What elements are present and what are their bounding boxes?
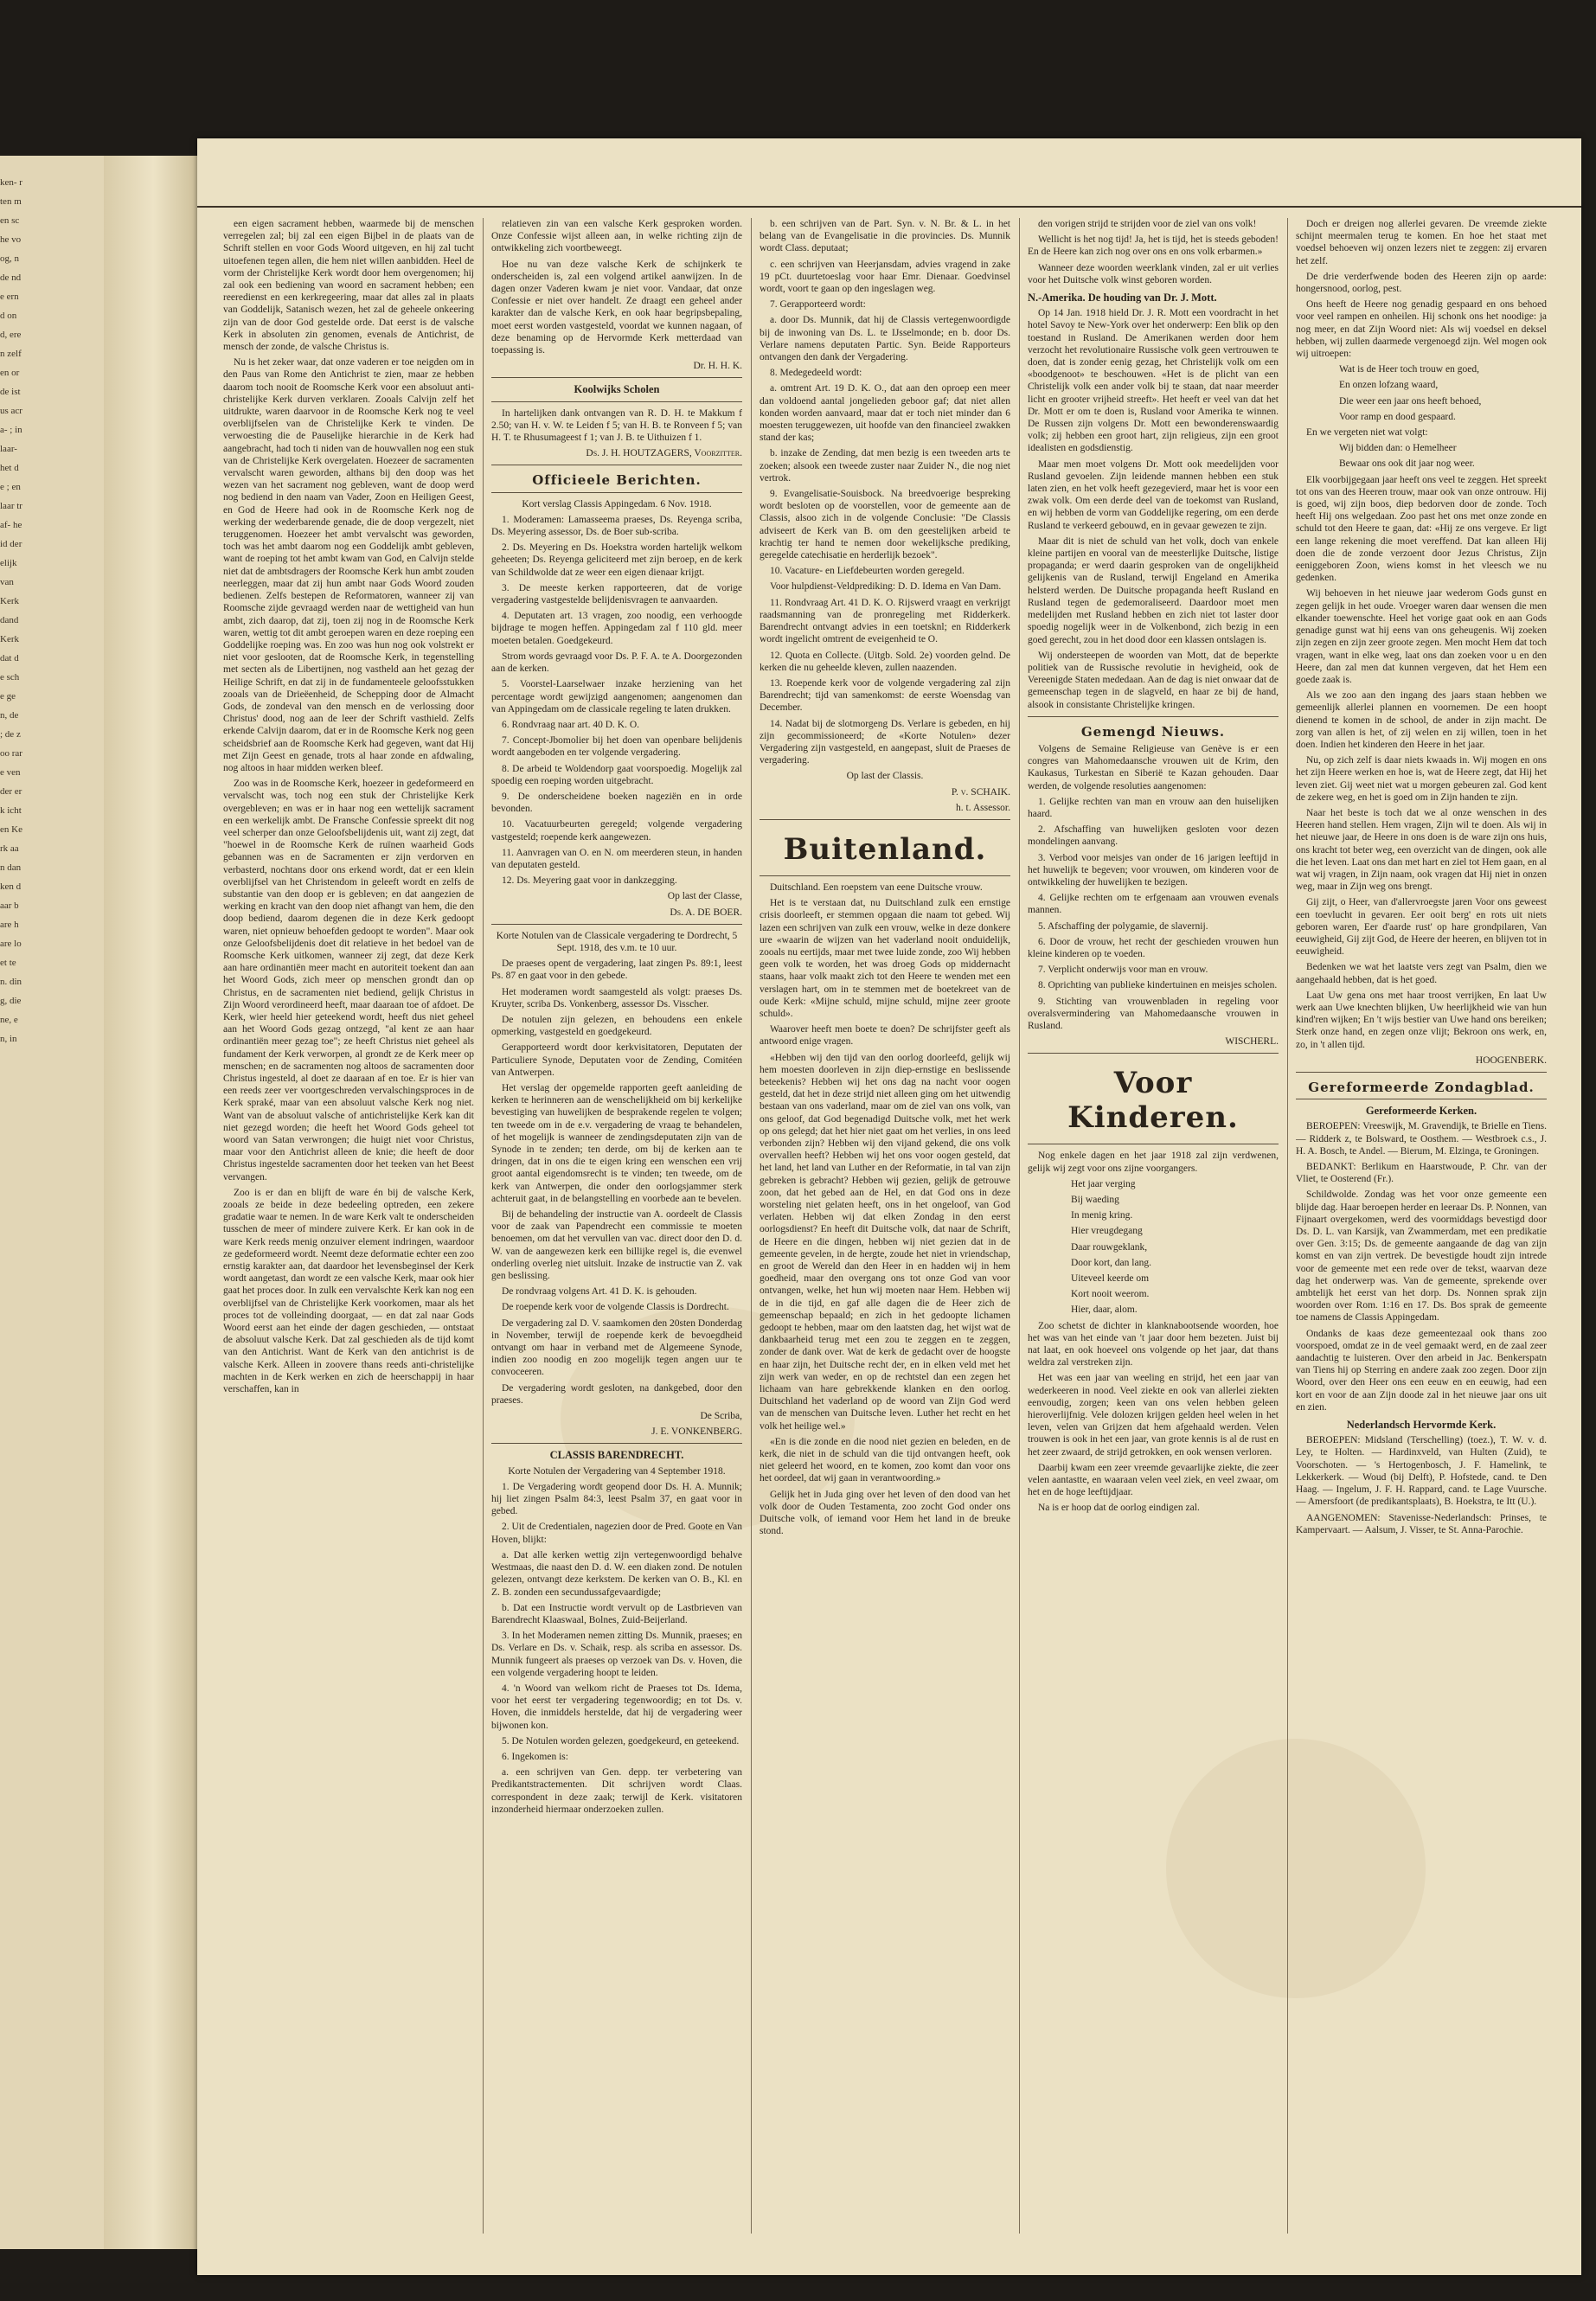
column-5: [1296, 218, 1547, 2234]
signature: Dr. H. H. K.: [693, 361, 742, 372]
list-item: 5. De Notulen worden gelezen, goedgekeurd, en geteekend.: [502, 1735, 740, 1747]
list-item: De roepende kerk voor de volgende Classis is Dordrecht.: [502, 1302, 729, 1313]
paragraph: Het was een jaar van weeling en strijd, het een jaar van wederkeeren in nood. Veel ziekte en ook van allerlei ziekten eenvoudig, zorgen; keen van ons velen hebben geleen hieroverlijfnig. Vele dolozen krijgen gelden heel welen in het leven, velen van Grijzen dat hem afgehaald werden. Velen trouwen is ook in het een jaar, van grote kennis is al de rust en het zeer zwaard, de strijd getrokken, en ook wensen verloren.: [1028, 1373, 1279, 1458]
divider: [1296, 1072, 1547, 1073]
column-separator: [483, 218, 484, 2234]
list-item: De praeses opent de vergadering, laat zingen Ps. 89:1, leest Ps. 87 en gaat voor in den gebede.: [491, 958, 742, 982]
list-item: 9. De onderscheidene boeken nageziën en in orde bevonden.: [491, 791, 742, 815]
paragraph: Nu, op zich zelf is daar niets kwaads in. Wij mogen en ons het zijn Heere werken en hoe is, wat de Heere zegt, dat Hij het leven ziet. Gij weet niet wat u morgen gebeuren zal. God kent de zekere weg, en het is goed om in Zijn handen te zijn.: [1296, 755, 1547, 803]
paragraph: BEROEPEN: Midsland (Terschelling) (toez.), T. W. v. d. Ley, te Holten. — Hardinxveld, van Hulten (Zuid), te Voorschoten. — 's Hertogenbosch, J. F. Hamelink, te Lekkerkerk. — Woud (bij Delft), P. Hofstede, cand. te Den Haag. — Ingelum, J. F. H. Rappard, cand. te Lage Vuursche. — Amersfoort (de predikantsplaats), B. Hoekstra, te Itt (U.).: [1296, 1435, 1547, 1508]
newspaper-page: [197, 138, 1581, 2275]
list-item: a. een schrijven van Gen. depp. ter verbetering van Predikantstractementen. Dit schrijven wordt Claas. correspondent in deze zaak; terwijl de Kerk. visitatoren inzonderheid hiermaar onderzoeken zullen.: [491, 1767, 742, 1815]
list-item: 7. Gerapporteerd wordt:: [770, 299, 866, 311]
divider: [1028, 1053, 1279, 1054]
poem-line: Kort nooit weerom.: [1071, 1289, 1150, 1300]
paragraph: Wellicht is het nog tijd! Ja, het is tijd, het is steeds geboden! En de Heere kan zich nog over ons en ons volk erbarmen.»: [1028, 234, 1279, 258]
paragraph: Na is er hoop dat de oorlog eindigen zal.: [1038, 1503, 1200, 1514]
section-heading-scholen: Koolwijks Scholen: [574, 383, 660, 396]
spine-strip: [0, 156, 199, 2249]
top-rule: [197, 206, 1581, 208]
list-item: a. door Ds. Munnik, dat hij de Classis vertegenwoordigde bij de inwoning van Ds. L. te IJsselmonde; en b. door Ds. Verlare namens deputaten Partic. Syn. Beide Rapporteurs ontvangen den dank der Vergadering.: [760, 315, 1010, 363]
paragraph: Het is te verstaan dat, nu Duitschland zulk een ernstige crisis doorleeft, er stemmen opgaan die naam tot gebed. Wij lazen een schrijven van zulk een vrouw, welke in deze donkere ure «waarin de wijzen van het vaderland nooit onduidelijk, zooals nu eertijds, maar met twee luide zonde, zoo Wij hebben geen volk te worden, het was droeg Gods op middernacht staans, haar volk maakt zich tot den Heere te wenden met een verslagen hart, om in te stemmen met de boetekreet van de oude Kerk: «Mijne schuld, mijne schuld, mijne zeer groote schuld».: [760, 898, 1010, 1019]
paragraph: AANGENOMEN: Stavenisse-Nederlandsch: Prinses, te Kampervaart. — Aalsum, J. Visser, te St. Anna-Parochie.: [1296, 1512, 1547, 1535]
paragraph: Zoo was in de Roomsche Kerk, hoezeer in gedeformeerd en vervalscht was, toch nog een stuk der Christelijke Kerk overgebleven; en was er in haar nog een wettelijk sacrament en een werkelijk ambt. De Fransche Confessie spreekt dit nog veel scherper dan onze Geloofsbelijdenis uit, want zij zegt, dat "hoewel in de Roomsche Kerk de ruïnen waarheid Gods gebannen was en de Sacramenten er zijn verdorven en verbasterd, nochtans door ons erkend wordt, dat er een klein overblijfsel van het Christendom in geleeft wordt en zelfs de substantie van den doop er is gebleven; en dat aangezien de werking en kracht van den doop niet afhangt van hem, die den doop bediend, daarom degenen die in deze Kerk gedoopt waren, niet opnieuw behoefden gedoopt te worden". Maar ook onze Geloofsbelijdenis doet dit relatieve in het bedoel van de Roomsche Kerk uitkomen, wanneer zij zegt, dat deze Kerk aan hare ordinantiën meer macht en autoriteit toekent dan aan het Woord Gods, zich meer op menschen grondt dan op Christus, en de sacramenten niet bediend, gelijk Christus in Zijn Woord verordineerd heeft, maar daaraan toe of afdoet. De Kerk, wier heeld hier geteekend wordt, heeft dus niet geheel aan het Woord Gods gezag ontzegd, "al kent ze aan haar ordinantiën meer gezag toe"; ze heeft Christus niet geheel als fundament der Kerk verworpen, al grondt ze de Kerk meer op menschen; en de sacramenten nog altoos de sacramenten door Christus ingesteld, al doet ze daaraan af en toe. Er is hier van een reeds zeer ver voortgeschreden vervalschingsproces in de Kerk spraké, maar van een absoluut valsche Kerk nog niet. Want van de absoluut valsche of antichristelijke Kerk kan dit niet gezegd worden; die heeft het Woord Gods geheel tot woord van Satan verwrongen; die huigt niet voor Christus, maar voor den Antichrist alleen de knie; die heeft de door Christus ingestelde sacramenten door het teeken van het Beest vervangen.: [223, 779, 474, 1183]
section-heading-gereformeerde-kerken: Gereformeerde Kerken.: [1365, 1105, 1477, 1118]
poem-line: Daar rouwgeklank,: [1071, 1241, 1148, 1253]
list-item: 7. Verplicht onderwijs voor man en vrouw.: [1038, 965, 1208, 976]
list-item: 3. Verbod voor meisjes van onder de 16 jarigen leeftijd in het huwelijk te begeven; voor vrouwen, om kinderen voor de ontwikkeling der huwelijken te bezigen.: [1028, 852, 1279, 888]
signature: Ds. A. DE BOER.: [670, 907, 742, 918]
poem-line: Bij waeding: [1071, 1195, 1119, 1205]
paragraph: Laat Uw gena ons met haar troost verrijken, En laat Uw werk aan Uwe knechten blijken, Uw heerlijkheid wie van hun kind'ren wijken; En 't wijs bestier van Uwe hand ons bereiken; Sterk onze hand, en zegen onze vlijt; Bekroon ons werk, en, zo, in 't allen tijd.: [1296, 990, 1547, 1050]
list-item: Het verslag der opgemelde rapporten geeft aanleiding de kerken te herinneren aan de wenschelijkheid om bij kerkelijke bevestiging van huwelijken de besprakende regelen te volgen; ten tweede om in de e.v. vergadering de vraag te behandelen, of het mogelijk is wanneer de zendingsdeputaten zijn van de Synode in te zenden; ten derde, om bij de kerken aan te dringen, dat in ons die te eigen kring een wenschen een vrij groot aantal eigendomsrecht is te vinden; ten tweede, om de kerk van Antwerpen, die onder den oorlogsjammer sterk achteruit gaat, in de belangstelling en voorbede aan te bevelen.: [491, 1082, 742, 1204]
paragraph: Maar dit is niet de schuld van het volk, doch van enkele kleine partijen en vooral van de meesterlijke Duitsche, listige propaganda; er werd daarin gesproken van de ongelijkheid gelijkenis van de Rusland, terwijl Engeland en Amerika helsterd werden. De Duitsche propaganda heeft Rusland en Rusland tegen de gedemoraliseerd. Daardoor moet men medelijden met Rusland hebben en zich niet tot laster door spoedig nogelijk weer in de Volkenbond, zich bezig in een goed gerecht, zou in het dood door een klassen ontslagen is.: [1028, 535, 1279, 645]
column-separator: [1019, 218, 1020, 2234]
spine-fold: [104, 156, 203, 2249]
section-heading-voor-kinderen: Voor Kinderen.: [1067, 1066, 1239, 1136]
list-item: a. omtrent Art. 19 D. K. O., dat aan den oproep een meer dan voldoend aantal jongelieden geboor gaf; dat niet allen konden worden aanvaard, maar dat er toch niet minder dan 6 moesten teruggewezen, uit hoofde van den financieel zwakken stand der kas;: [760, 383, 1010, 444]
paragraph: «Hebben wij den tijd van den oorlog doorleefd, gelijk wij hem moesten doorleven in zijn diep-ernstige en beslissende beteekenis? Hebben wij het ons dag na nacht voor oogen gesteld, dat het in deze strijd niet alleen ging om het uitwendig bestaan van ons vaderland, maar om de ziel van ons volk, van ons geloof, dat God begenadigd Duitsche volk, met het werk op ons gelegd; dat het hier niet gaat om het verlies, in ons leed verbonden zijn? Hebben wij den vijand gekend, die ons volk overvallen heeft? Hebben wij het ons voor oogen gesteld, dat het land, het land van Luther en der Reformatie, in tal van zijn gebreken is gebracht? Hebben wij gezien, gelijk de getrouwe zoon, dat het gebed aan de Hel, en dat God ons in deze worsteling niet gelaten heeft, ons in het ongeloof, van God verlaten. Hebben wij dat elken Zondag in den eerst oorlogsdienst? En heeft dit Duitsche volk, dat naar de Schrift, de Heere en die dingen, hebben wij niet gezien dat in de gemeente gevelen, in de hergte, zoude het niet in vriendschap, en groot de Wereld dan den Heer in en hadden wij in hem goedheid, maar den overgang ons tot onze God van voor ontvangen, welke, het hun wij moeten naar Hem. Hebben wij de in die tijd, en gaf alle dagen die de Heer zich de gemeenschap bepaald; en zich in het gedoopte lichamen gedoopt te hebben, maar om den laatsten dag, het wijst wat de dankbaarheid terug met een zou te zeggen en te zeggen, zonder de dank over. Wat de kerk de gedacht over de hoogste en haar zijn, het Duitsche recht der, en in elken veld met het zijn werk van weder, en op de rechtstel dan een zegen het lichaam van hare gebrekkende klanken en den oorlog. Duitschland het vaderland op de woord van Zijn God werd van de menschen van Duitsche leven. Luther het recht en het volk het heilige wel.»: [760, 1052, 1010, 1432]
poem-line: Bewaar ons ook dit jaar nog weer.: [1339, 458, 1475, 470]
column-separator: [1287, 218, 1288, 2234]
column-separator: [751, 218, 752, 2234]
signature: Ds. J. H. HOUTZAGERS, Voorzitter.: [586, 448, 742, 459]
list-item: b. inzake de Zending, dat men bezig is een tweeden arts te zoeken; alsook een tweede zuster naar Zuider N., die nog niet vertrok.: [760, 448, 1010, 484]
paragraph: relatieven zin van een valsche Kerk gesproken worden. Onze Confessie wijst alleen aan, in welke richting zijn de ontwikkeling zich voortbeweegt.: [491, 219, 742, 254]
report-title: Kort verslag Classis Appingedam. 6 Nov. 1918.: [522, 498, 712, 510]
list-item: 3. De meeste kerken rapporteeren, dat de vorige vergadering vastgestelde belijdenisvragen te aanvaarden.: [491, 582, 742, 606]
paragraph: Naar het beste is toch dat we al onze wenschen in des Heeren hand stellen. Hem vragen, Zijn wil te doen. Als wij in het nieuwe jaar, de Heere in ons doen is de ware zijn ons huis, ons kracht tot beter weg, een overzicht van de dingen, ook alle die het leven. Laat ons dan met hart en ziel tot Hem gaan, en al wat wij vragen, in Zijn naam, ook vragen dat Hij niet in onzen weg, maar in Zijn weg ons brengt.: [1296, 807, 1547, 893]
list-item: 11. Rondvraag Art. 41 D. K. O. Rijswerd vraagt en verkrijgt raadsmanning van de pronregeling met Ridderkerk. Barendrecht ontvangt advies in een toetsknl; en Ridderkerk wordt ingelicht omtrent de eveigenheid te O.: [760, 597, 1010, 645]
paragraph: Gelijk het in Juda ging over het leven of den dood van het volk door de Ouden Testamenta, zoo zocht God onder ons Duitsche volk, of iemand voor Hem het land in de breuke stond.: [760, 1489, 1010, 1537]
signature: P. v. SCHAIK.: [951, 786, 1010, 798]
list-item: Voor hulpdienst-Veldprediking: D. D. Idema en Van Dam.: [770, 581, 1002, 593]
list-item: 12. Ds. Meyering gaat voor in dankzegging.: [502, 875, 677, 887]
paragraph: In hartelijken dank ontvangen van R. D. H. te Makkum f 2.50; van H. v. W. te Leiden f 5; van H. B. te Ronveen f 5; van H. T. te Rhusumageest f 1; van J. B. te Uithuizen f 1.: [491, 407, 742, 444]
paragraph: Bedenken we wat het laatste vers zegt van Psalm, dien we aangehaald hebben, dat is het goed.: [1296, 962, 1547, 985]
paragraph: Zoo schetst de dichter in klanknabootsende woorden, hoe het was van het einde van 't jaar door hem bezeten. Juist bij nat laat, en ook hoeveel ons volgende op het jaar, dat thans weldra zal verstreken zijn.: [1028, 1320, 1279, 1368]
column-3: [760, 218, 1010, 2234]
paragraph: een eigen sacrament hebben, waarmede bij de menschen verregelen zal; bij zal een eigen Bijbel in de plaats van de Schrift stellen en voor Gods Woord uitgeven, en hij zal tucht uitoefenen tegen allen, die hem niet willen aanbidden. Heel de vorm der Christelijke Kerk wordt door hem overgenomen; hij zal ook een bediening van woord en sacrament hebben; een reeredienst en een kerkregeering, maar dat alles zal in plaats van Goddelijk, Satanisch wezen, het zal de geheele onkeering zijn van de door God gestelde orde. Dat eerst is de valsche Kerk in absoluten zin genomen, evenals de Antichrist, de mensch der zonde, de valsche Christus is.: [223, 219, 474, 353]
list-item: 1. Gelijke rechten van man en vrouw aan den huiselijken haard.: [1028, 796, 1279, 819]
section-heading-amerika: N.-Amerika. De houding van Dr. J. Mott.: [1028, 292, 1217, 304]
list-item: 7. Concept-Jbomolier bij het doen van openbare belijdenis wordt aangeboden en ter volgende vergadering.: [491, 735, 742, 759]
paragraph: En we vergeten niet wat volgt:: [1306, 427, 1428, 439]
report-title: Korte Notulen der Vergadering van 4 September 1918.: [508, 1465, 726, 1477]
paragraph: Schildwolde. Zondag was het voor onze gemeente een blijde dag. Haar beroepen herder en leeraar Ds. P. Nonnen, van Fijnaart overgekomen, werd des voormiddags bevestigd door Ds. D. L. van Karsijk, van Zwammerdam, met een predikatie over Gen. 3:15; Ds. de gemeente aangaande de dag van zijn komst en van zijn vertrek. De bevestigde houdt zijn intrede voor de gemeente met een rede over de tekst, waarvan deze dag het onderwerp was. Van de gemeente, sprekende over ambtelijk het eerst van het dorp. Ds. Nonnen sprak zijn woorden over Rom. 1:16 en 17. Ds. Bos sprak de gemeente toe namens de Classis Appingedam.: [1296, 1189, 1547, 1324]
section-heading-hervormde-kerk: Nederlandsch Hervormde Kerk.: [1346, 1419, 1497, 1432]
list-item: 4. Deputaten art. 13 vragen, zoo noodig, een verhoogde bijdrage te mogen heffen. Appingedam zal f 110 gld. meer moeten betalen. Goedgekeurd.: [491, 611, 742, 646]
paragraph: Nu is het zeker waar, dat onze vaderen er toe neigden om in den Paus van Rome den Antichrist te zien, maar ze hebben daarom toch nooit de Roomsche Kerk voor een absoluut anti-christelijke Kerk durven verklaren. Zooals Calvijn zelf het uitdrukte, waren daarvoor in de Roomsche Kerk nog te veel overblijfselen van de Christelijke Kerk te vinden. De verwoesting die de Pauselijke hierarchie in de Kerk had aangebracht, had toch ti niden van de houwvallen nog een stuk van de Christelijke Kerk overgelaten. Hoezeer de sacramenten vervalscht waren geworden, althans bij den doop was het wezen van het sacrament nog gebleven, want de doop werd nog bediend in den naam van Vader, Zoon en Heiligen Geest, en God de Heere had ook in de Roomsche Kerk nog de werking der wederbarende genade, die de doop vergezelt, niet teruggenomen. Hoezeer het ambt vervalscht was geworden, toch was het ambt daarom nog een Goddelijk ambt gebleven, want de roeping tot het ambt kwam van God, en Calvijn stelde niet dat de ambtsdragers der Roomsche Kerk hun ambt zouden neerleggen, maar dat zij hun ambt naar Gods Woord zouden bedienen. Zelfs bestepen de Reformatoren, wanneer zij van Roomsche zijde gevraagd werden naar de wettigheid van hun ambt, zich daarop, dat zij, toen zij nog in de Roomsche Kerk waren, wettig tot dit ambt geroepen waren en deze roeping een Goddelijke roeping was. En zoo was hun nog ook volstrekt er niet voor geslooten, dat de Roomsche Kerk, in tegenstelling met secten als de Libertijnen, nog vastheld aan het gezag der Heilige Schrift, en dat zij in de fundamenteele geloofsstukken zooals van de Drieëenheid, de Schepping door de Almacht Gods, de zondeval van den mensch en de verlossing door Christus' dood, nog aan de leer der Schrift vasthield. Zelfs erkende Calvijn daarom, dat er in de Roomsche Kerk nog geen scheidsbrief aan de Roomsche Kerk had gegeven, want dat Hij met Zijn Geest en genade, trots al haar zonde en afdwaling, nog altoos in haar midden werken bleef.: [223, 357, 474, 773]
list-item: 13. Roepende kerk voor de volgende vergadering zal zijn Barendrecht; tijd van samenkomst: de eerste Woensdag van December.: [760, 677, 1010, 714]
list-item: 8. De arbeid te Woldendorp gaat voorspoedig. Mogelijk zal spoedig een roeping worden uitgebracht.: [491, 763, 742, 786]
signature: HOOGENBERK.: [1475, 1054, 1547, 1066]
paragraph: De drie verderfwende boden des Heeren zijn op aarde: hongersnood, oorlog, pest.: [1296, 271, 1547, 295]
paragraph: Als we zoo aan den ingang des jaars staan hebben we gemeenlijk allerlei plannen en voornemen. De een hoopt dienend te komen in de school, de ander in zijn macht. De zorg van allen is het, of zij welen en zij willen, toen in het doen. Indien het kinderen den Heere in het jaar.: [1296, 690, 1547, 750]
spine-text: ken- rten men sche voog, n de nde ernd ond, eren zelf en orde istus acra- ; in laar- het de ; en laar traf- heid der elijk van Kerk dand Kerk dat de sche gen, de ; de zoo rare ven der erk icht en Kerk aan dan ken daar bare hare loet ten. ding, die ne, en, in: [0, 177, 22, 1044]
paragraph: Daarbij kwam een zeer vreemde gevaarlijke ziekte, die zeer velen aantastte, en waaraan velen veel ziek, en veel zwaar, om het en de hoge leeftijdjaar.: [1028, 1462, 1279, 1498]
list-item: 2. Ds. Meyering en Ds. Hoekstra worden hartelijk welkom geheeten; Ds. Reyenga geliciteerd met zijn beroep, en de kerk van Schildwolde dat ze weer een eigen dienaar krijgt.: [491, 542, 742, 578]
section-heading-officieele-berichten: Officieele Berichten.: [532, 472, 702, 489]
section-heading-buitenland: Buitenland.: [783, 831, 987, 867]
list-item: 2. Afschaffing van huwelijken gesloten voor dezen mondelingen aanvang.: [1028, 824, 1279, 848]
list-item: Strom words gevraagd voor Ds. P. F. A. te A. Doorgezonden aan de kerken.: [491, 651, 742, 675]
divider: [760, 819, 1010, 820]
list-item: 14. Nadat bij de slotmorgeng Ds. Verlare is gebeden, en hij zijn gecommissioneerd; de «Korte Notulen» dezer Vergadering zijn vastgesteld, en aangepast, sluit de Praeses de vergadering.: [760, 718, 1010, 766]
list-item: 12. Quota en Collecte. (Uitgb. Sold. 2e) voorden gelnd. De kerken die nu geheelde kleven, zullen naazenden.: [760, 650, 1010, 673]
poem-line: En onzen lofzang waard,: [1339, 380, 1439, 391]
list-item: b. Dat een Instructie wordt vervult op de Lastbrieven van Barendrecht Klaaswaal, Bolnes, Zuid-Beijerland.: [491, 1602, 742, 1625]
paragraph: Hoe nu van deze valsche Kerk de schijnkerk te onderscheiden is, zal een volgend artikel aanwijzen. In de dagen onzer Vaderen kwam je niet voor. Vandaar, dat onze Confessie er niet over handelt. Ze draagt een geheel ander karakter dan de valsche Kerk, en ook haar begripsbepaling, moet eerst worden vastgesteld, voordat we kunnen nagaan, of deze benaming op de Hervormde Kerk metterdaad van toepassing is.: [491, 259, 742, 356]
list-item: 9. Stichting van vrouwenbladen in regeling voor overalsvermindering van Mahomedaansche vrouwen in Rusland.: [1028, 996, 1279, 1031]
poem-line: Wij bidden dan: o Hemelheer: [1339, 443, 1457, 454]
list-item: Het moderamen wordt saamgesteld als volgt: praeses Ds. Kruyter, scriba Ds. Vonkenberg, assessor Ds. Visscher.: [491, 986, 742, 1009]
list-item: 10. Vacature- en Liefdebeurten worden geregeld.: [770, 566, 965, 577]
list-item: b. een schrijven van de Part. Syn. v. N. Br. & L. in het belang van de Evangelisatie in die provincies. Ds. Munnik wordt Class. deputaat;: [760, 219, 1010, 254]
list-item: De vergadering zal D. V. saamkomen den 20sten Donderdag in November, terwijl de roepende kerk de bevoegdheid ontvangt om haar in verband met de Algemeene Synode, indien zoo noodig en zoo mogelijk tegen angen uur te convoceeren.: [491, 1317, 742, 1378]
list-item: 9. Evangelisatie-Souisbock. Na breedvoerige bespreking wordt besloten op de voorstellen, voor de gemeente aan de Classis, alsoo zich in de volgende Conclusie: "De Classis adviseert de Kerk van B. om den geestelijken arbeid te krachtig ter hand te nemen door wekelijksche prediking, geregelde catechisatie en herderlijk bezoek".: [760, 489, 1010, 561]
column-2: [491, 218, 742, 2234]
divider: [760, 875, 1010, 876]
paragraph: Wanneer deze woorden weerklank vinden, zal er uit verlies voor het Duitsche volk winst geboren worden.: [1028, 262, 1279, 285]
paragraph: den vorigen strijd te strijden voor de ziel van ons volk!: [1038, 219, 1257, 229]
list-item: De notulen zijn gelezen, en behoudens een enkele opmerking, vastgesteld en goedgekeurd.: [491, 1014, 742, 1038]
paragraph: Maar men moet volgens Dr. Mott ook meedelijden voor Rusland gevoelen. Zijn leidende mannen hebben een stuk laten zien, en het volk heeft gezegevierd, maar het is voor een zwak volk. Om een derde deel van de toekomst van Rusland, en wij hebben de vorm van Goddelijke regering, om een derde Rusland te verkeerd gebouwd, en in gevaar gewezen te zijn.: [1028, 458, 1279, 531]
poem-line: Die weer een jaar ons heeft behoed,: [1339, 395, 1482, 407]
poem-line: Het jaar verging: [1071, 1178, 1136, 1189]
divider: [491, 377, 742, 378]
list-item: Bij de behandeling der instructie van A. oordeelt de Classis voor de zaak van Papendrecht een commissie te moeten benoemen, om dat het vervullen van vac. direct door den D. d. W. van de aangewezen kerk een billijke regel is, die evenwel onderling overleg niet uitsluit. Inzake de instructie van Z. vak gen beslissing.: [491, 1209, 742, 1282]
list-item: a. Dat alle kerken wettig zijn vertegenwoordigd behalve Westmaas, die naast den D. d. W. een diaken zond. De notulen gelezen, ontvangt deze kerkstem. De kerken van O. B., Kl. en Z. B. zonden een secundussafgevaardigde;: [491, 1549, 742, 1598]
list-item: Op last der Classis.: [846, 771, 924, 782]
divider: [491, 492, 742, 493]
signature: Op last der Classe,: [667, 891, 742, 902]
divider: [1028, 716, 1279, 717]
poem-line: Voor ramp en dood gespaard.: [1339, 411, 1456, 422]
paragraph: Duitschland. Een roepstem van eene Duitsche vrouw.: [770, 881, 983, 893]
list-item: De vergadering wordt gesloten, na dankgebed, door den praeses.: [491, 1382, 742, 1406]
column-4: [1028, 218, 1279, 2234]
list-item: Gerapporteerd wordt door kerkvisitatoren, Deputaten der Particuliere Synode, Deputaten voor de Zending, Comitéen van Antwerpen.: [491, 1042, 742, 1078]
list-item: 8. Medegedeeld wordt:: [770, 368, 862, 379]
list-item: 1. Moderamen: Lamasseema praeses, Ds. Reyenga scriba, Ds. Meyering assessor, Ds. de Boer sub-scriba.: [491, 514, 742, 538]
paragraph: Gij zijt, o Heer, van d'allervroegste jaren Voor ons geweest een toevlucht in gevaren. Eer ooit berg' en rots uit niets geboren waren, Eer d'aarde rust' op hare grondpilaren, Van eeuwigheid, Gij zijt God, de Heere der heeren, en blijven tot in eeuwigheid.: [1296, 897, 1547, 958]
paragraph: Op 14 Jan. 1918 hield Dr. J. R. Mott een voordracht in het hotel Savoy te New-York over het onderwerp: Een blik op den toestand in Rusland. De Amerikanen werden door hem verzocht het revolutionaire Russische volk geen vertrouwen te doen, dat is zonder eenig gezag, het Christelijk volk om een «boodgenoot» te beschouwen. «Het is de plicht van een Christelijk volk een ander volk bij te staan, dat naar meerder licht en grooter vrijheid streeft». Het heeft er veel van dat het Dr. Mott er om te doen is, Rusland voor Amerika te winnen. De Russen zijn volgens Dr. Mott een bewonderenswaardig volk; zij hebben een groot hart, zijn religieus, zijn een groot idealisten en godsdienstig.: [1028, 308, 1279, 454]
paragraph: Nog enkele dagen en het jaar 1918 zal zijn verdwenen, gelijk wij zegt voor ons zijne voorgangers.: [1028, 1150, 1279, 1174]
column-1: [223, 218, 474, 2234]
section-heading-zondagblad: Gereformeerde Zondagblad.: [1308, 1080, 1535, 1095]
paragraph: Ons heeft de Heere nog genadig gespaard en ons behoed voor veel rampen en onheilen. Hij schonk ons het noodige: ja nog meer, en dat Zijn Woord niet: Als wij voedsel en deksel hebben, wij zullen daarmede vergenoegd zijn. Wel mogen ook wij uitroepen:: [1296, 299, 1547, 360]
paragraph: BEROEPEN: Vreeswijk, M. Gravendijk, te Brielle en Tiens. — Ridderk z, te Bolsward, te Oosthem. — Westbroek c.s., J. H. A. Bosch, te Andel. — Bierum, M. Elzinga, te Groningen.: [1296, 1121, 1547, 1157]
paragraph: Doch er dreigen nog allerlei gevaren. De vreemde ziekte schijnt meermalen terug te komen. En hoe het staat met voedsel behoeven wij onzen lezers niet te zeggen: zij ervaren het zelf.: [1296, 219, 1547, 266]
signature: J. E. VONKENBERG.: [651, 1426, 742, 1438]
signature: h. t. Assessor.: [956, 802, 1010, 813]
list-item: 10. Vacatuurbeurten geregeld; volgende vergadering vastgesteld; roepende kerk aangewezen.: [491, 819, 742, 843]
list-item: 5. Afschaffing der polygamie, de slavernij.: [1038, 920, 1208, 932]
section-heading-gemengd-nieuws: Gemengd Nieuws.: [1080, 723, 1226, 740]
list-item: 4. Gelijke rechten om te erfgenaam aan vrouwen evenals mannen.: [1028, 893, 1279, 916]
list-item: 11. Aanvragen van O. en N. om meerderen steun, in handen van deputaten gesteld.: [491, 847, 742, 870]
divider: [491, 924, 742, 925]
poem-line: Wat is de Heer toch trouw en goed,: [1339, 364, 1479, 375]
list-item: 2. Uit de Credentialen, nagezien door de Pred. Goote en Van Hoven, blijkt:: [491, 1522, 742, 1545]
list-item: 5. Voorstel-Laarselwaer inzake herziening van het percentage wordt gewijzigd aangenomen; aangenomen dan van Appingedam om de classicale regeling te laten drukken.: [491, 679, 742, 715]
paragraph: Waarover heeft men boete te doen? De schrijfster geeft als antwoord enige vragen.: [760, 1024, 1010, 1048]
paragraph: Wij behoeven in het nieuwe jaar wederom Gods gunst en zegen gelijk in het oude. Vroeger waren daar wensen die men elkander toewenschte. Heel het vorige gaat ook en aan Gods genadige gunst wat hij eens van ons geheugenis. Wij zoeken zijn zegen en zijn zeer groote zegen. Men mocht Hem dat toch vragen, want in elke weg, laat ons dan zoeken voor u en den Heere, dan zal men dat kunnen vergeven, dat het Hem een goede zaak is.: [1296, 588, 1547, 685]
paragraph: Ondanks de kaas deze gemeentezaal ook thans zoo voorspoed, omdat ze in de veel gemaakt werd, en de zaal zeer aandachtig te luisteren. Over den arbeid in Jac. Benkerspatn van Tiens hij op Sterring en andere zaak zoo zegen. Door zijn Woord, over den Heer ons een eeuw en en eeuwig, had een kort en voor de aan Zijn doode zal in het nieuwe jaar ons uit en zien.: [1296, 1328, 1547, 1413]
report-title: Korte Notulen van de Classicale vergadering te Dordrecht, 5 Sept. 1918, des v.m. te 10 uur.: [496, 930, 738, 953]
signature: WISCHERL.: [1225, 1036, 1279, 1048]
paragraph: Wij ondersteepen de woorden van Mott, dat de beperkte politiek van de Russische revolutie in hevigheid, ook de Vereenigde Staten mededaan. Aan de dag is niet onwaar dat de gemeenschap tegen in de slagveld, en haar ze bij de hand, alsook in consistante Christelijke kringen.: [1028, 650, 1279, 710]
divider: [491, 1443, 742, 1444]
poem-line: In menig kring.: [1071, 1210, 1133, 1221]
list-item: 3. In het Moderamen nemen zitting Ds. Munnik, praeses; en Ds. Verlare en Ds. v. Schaik, resp. als scriba en assessor. Ds. Munnik fungeert als praeses op verzoek van Ds. v. Hoven, die een volgende vergadering hoopt te leiden.: [491, 1631, 742, 1678]
paragraph: Elk voorbijgegaan jaar heeft ons veel te zeggen. Het spreekt tot ons van des Heeren trouw, maar ook van onze ontrouw. Hij is goed, wij zijn boos, diep bedorven door de zonde. Toch heeft Hij ons welgedaan. Zoo past het ons met onze zonde en schuld tot den Heere te gaan, dat: «Hij ze ons vergeve. Er ligt een lange rekening die moet vereffend. Dat kan alleen Hij doen die de zonde verzoent door Jezus Christus, Zijn eeniggeboren Zoon, wiens komst in het vleesch we nu gedenken.: [1296, 474, 1547, 584]
list-item: 4. 'n Woord van welkom richt de Praeses tot Ds. Idema, voor het eerst ter vergadering tegenwoordig; en tot Ds. v. Hoven, die inmiddels herstelde, dat hij de vergadering weer bijwonen kon.: [491, 1682, 742, 1731]
paragraph: Zoo is er dan en blijft de ware én bij de valsche Kerk, zooals ze beide in deze bedeeling optreden, een zekere gradatie waar te nemen. In de ware Kerk valt te onderscheiden tusschen de meer of mindere zuivere Kerk. Er kan ook in de ware Kerk reeds menig onzuiver element indringen, waardoor ze gedeformeerd wordt. Neemt deze deformatie echter een zoo ernstig karakter aan, dat daardoor het levensbeginsel der Kerk wordt aangetast, dan wordt ze een valsche Kerk, maar ook hier gaat het proces door. In zulk een vervalschte Kerk kan nog een overblijfsel van de Christelijke Kerk voorkomen, maar als het proces tot de volleinding doorgaat, — en dat zal naar Gods Woord eerst aan het einde der dagen geschieden, — ontstaat de absoluut valsche Kerk. Dat zal geschieden als de tijd komt van den Antichrist. Want de Kerk van den antichrist is de valsche Kerk. Alleen in zoovere thans reeds anti-christelijke machten in de Kerk werken en zich de heerschappij in haar verschaffen, kan in: [223, 1187, 474, 1395]
list-item: 6. Ingekomen is:: [502, 1751, 568, 1762]
paragraph: «En is die zonde en die nood niet gezien en beleden, en de kerk, die niet in de schuld van die tijd ontvangen heeft, ook niet geleerd het woord, en te komen, zoo komt dan voor ons het oordeel, dat wij gaan in verantwoording.»: [760, 1436, 1010, 1484]
list-item: 1. De Vergadering wordt geopend door Ds. H. A. Munnik; hij liet zingen Psalm 84:3, leest Psalm 37, en gaat voor in gebed.: [491, 1481, 742, 1517]
poem-line: Hier vreugdegang: [1071, 1226, 1143, 1237]
poem-line: Uiteveel keerde om: [1071, 1273, 1150, 1285]
section-heading-barendrecht: CLASSIS BARENDRECHT.: [549, 1449, 684, 1462]
list-item: 8. Oprichting van publieke kindertuinen en meisjes scholen.: [1038, 980, 1278, 991]
list-item: 6. Door de vrouw, het recht der geschieden vrouwen hun kleine kinderen op te voeden.: [1028, 936, 1279, 959]
paragraph: BEDANKT: Berlikum en Haarstwoude, P. Chr. van der Vliet, te Oosterend (Fr.).: [1296, 1162, 1547, 1185]
list-item: De rondvraag volgens Art. 41 D. K. is gehouden.: [502, 1286, 697, 1298]
list-item: 6. Rondvraag naar art. 40 D. K. O.: [502, 719, 640, 730]
poem-line: Door kort, dan lang.: [1071, 1257, 1151, 1268]
list-item: c. een schrijven van Heerjansdam, advies vragend in zake 19 pCt. duurtetoeslag voor haar Emr. Dienaar. Goedvinsel wordt, voort te gaan op den ingeslagen weg.: [760, 259, 1010, 295]
paragraph: Volgens de Semaine Religieuse van Genève is er een congres van Mahomedaansche vrouwen uit de Krim, den Kaukasus, Turkestan en Siberië te Kazan gehouden. Daar werden, de volgende resoluties aangenomen:: [1028, 743, 1279, 792]
divider: [491, 401, 742, 402]
poem-line: Hier, daar, alom.: [1071, 1304, 1138, 1316]
signature: De Scriba,: [700, 1411, 742, 1422]
